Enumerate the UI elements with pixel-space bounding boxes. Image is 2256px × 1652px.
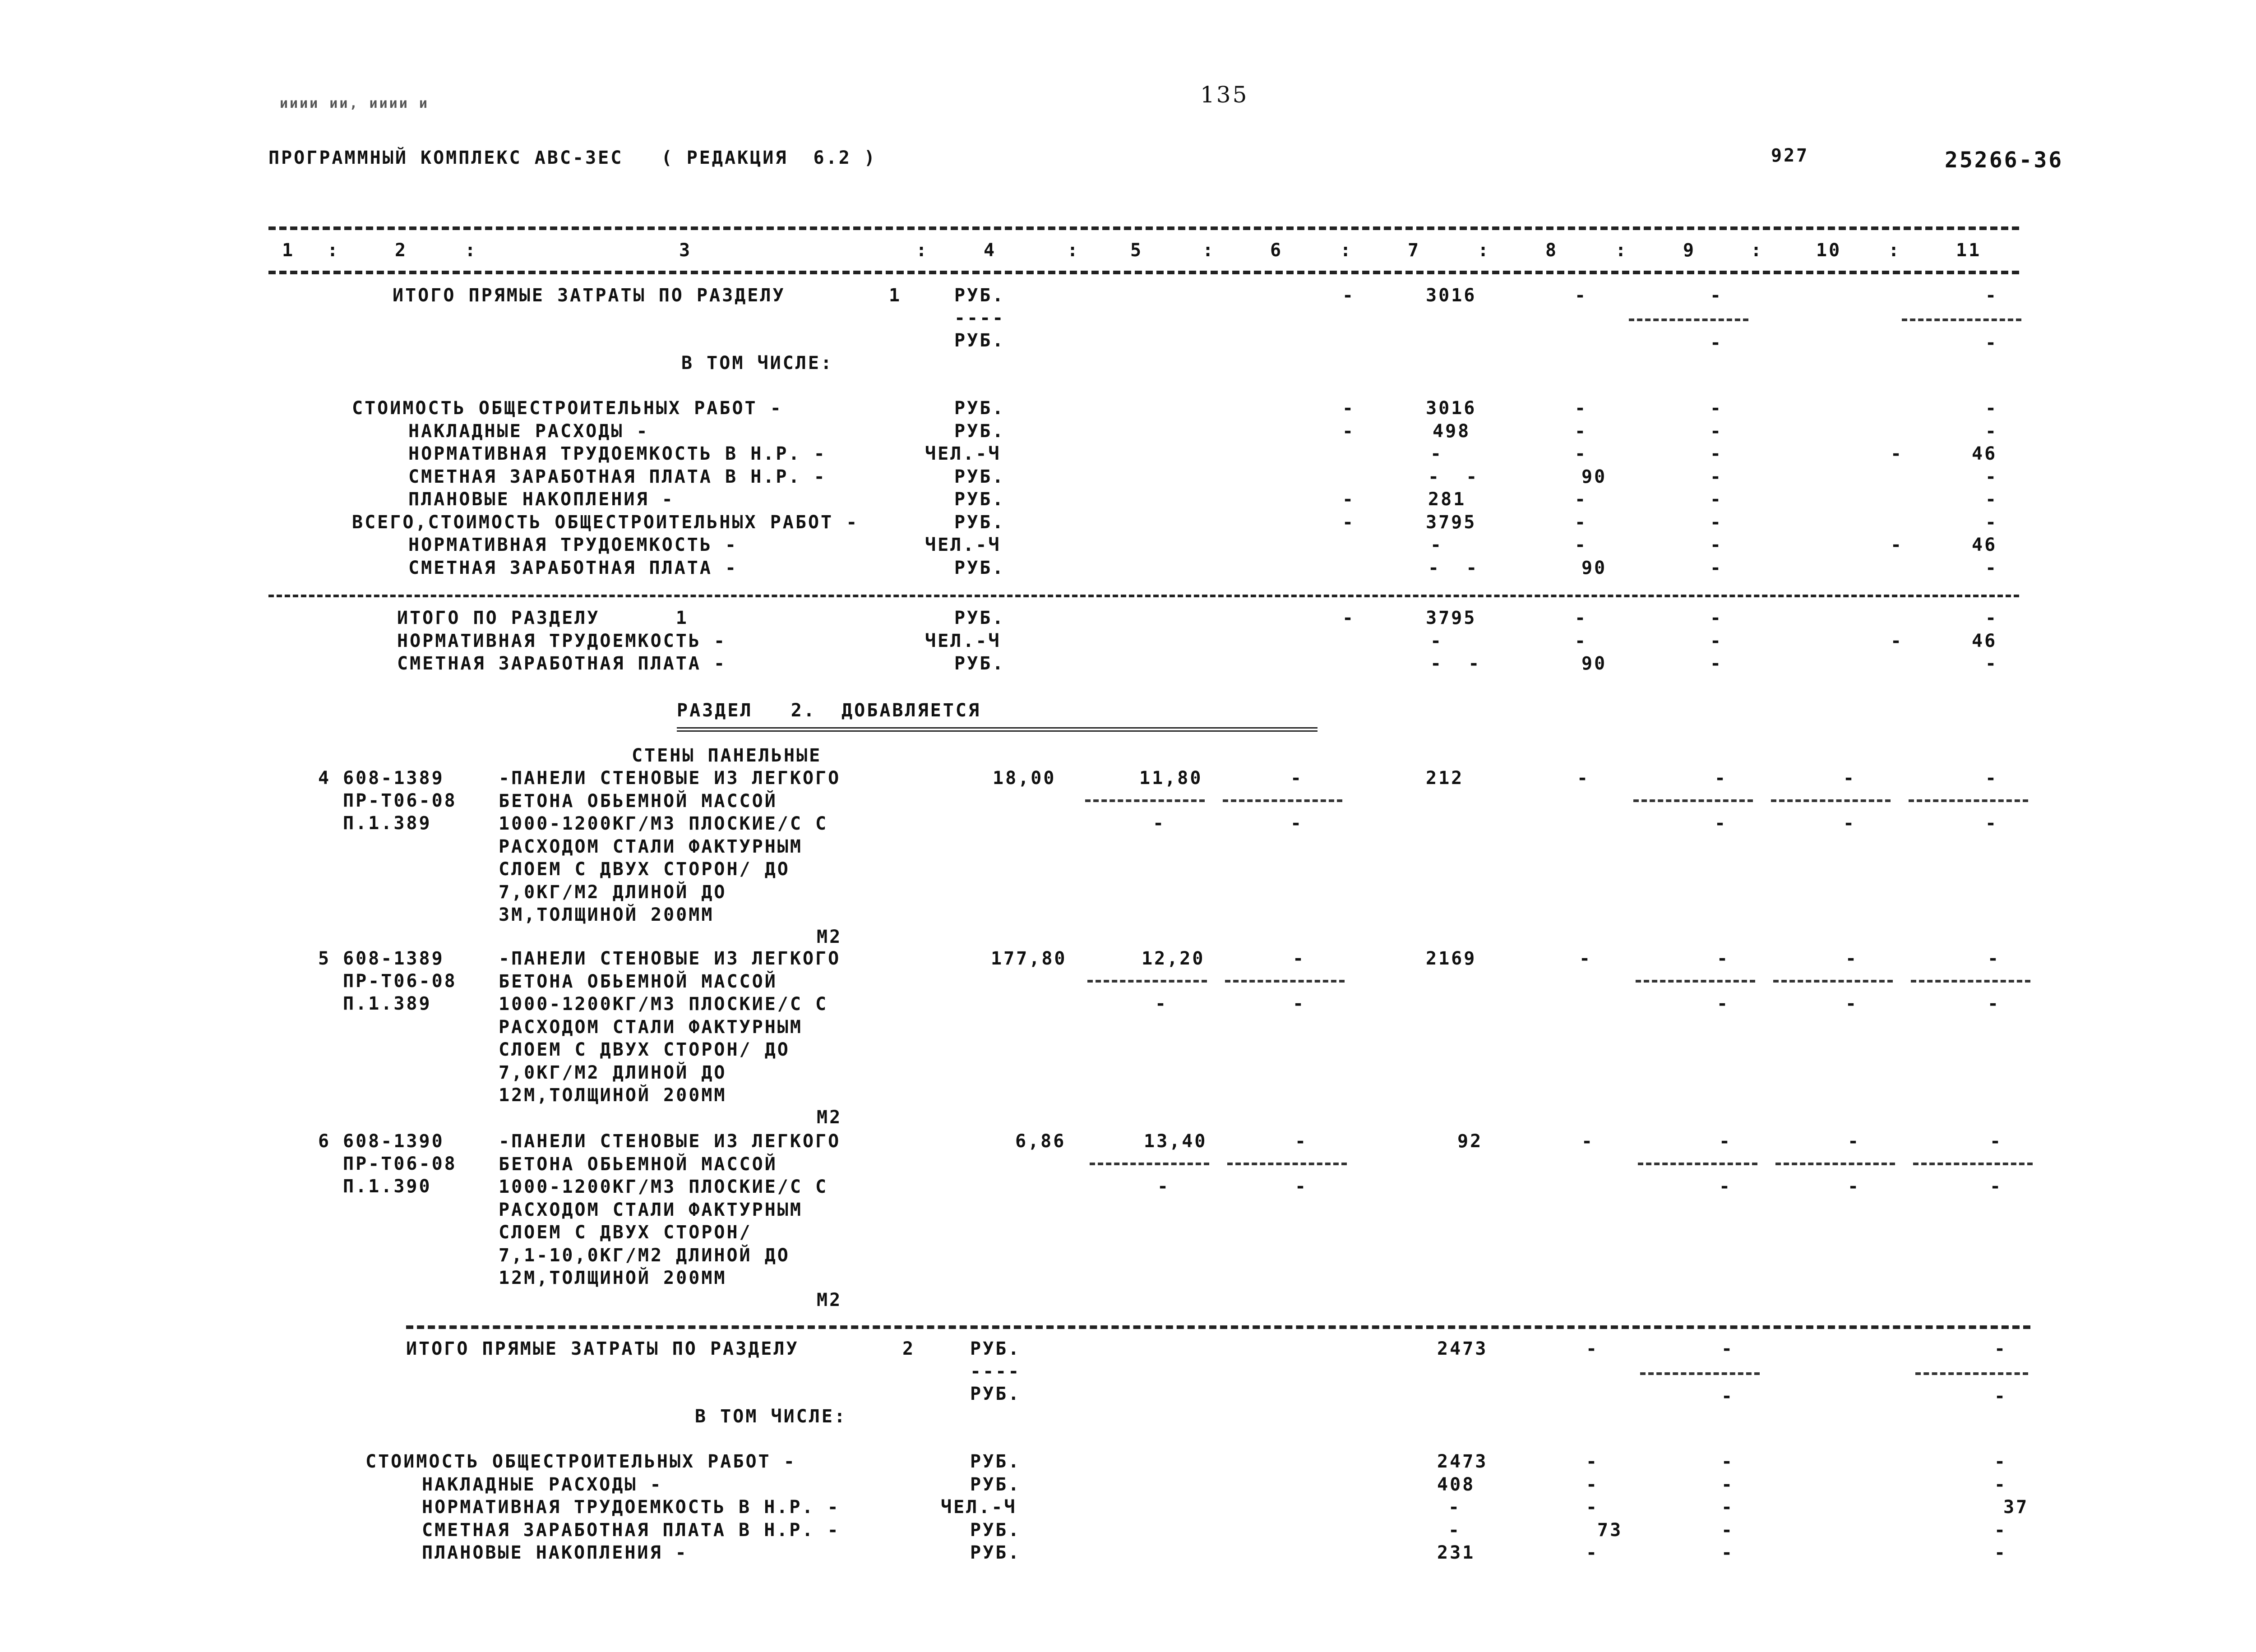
row-c6: - (1342, 512, 1355, 533)
row-c8: - (1575, 608, 1588, 628)
row-c8: 90 (1581, 557, 1607, 578)
item-c6b: - (1290, 813, 1304, 834)
underline (1223, 799, 1342, 802)
item-c10b: - (1843, 813, 1856, 834)
section-num: 1 (889, 285, 902, 306)
c7: 2473 (1437, 1338, 1488, 1359)
row-c9: - (1710, 443, 1723, 464)
item-c7: 2169 (1426, 948, 1477, 969)
unit: РУБ. (970, 1338, 1021, 1359)
row-c7: - (1448, 1497, 1461, 1518)
col-h-3: 3 (679, 240, 692, 261)
row-c9: - (1721, 1474, 1734, 1495)
row-unit: РУБ. (970, 1474, 1021, 1495)
row-c6: - (1342, 398, 1355, 419)
item-c9: - (1717, 948, 1730, 969)
col-h-4: 4 (984, 240, 997, 261)
section-num: 2 (902, 1338, 915, 1359)
item-c5b: - (1157, 1176, 1170, 1197)
row-c11: - (1985, 489, 1998, 510)
item-desc-line: СЛОЕМ С ДВУХ СТОРОН/ (499, 1222, 752, 1243)
row-c7: - (1430, 630, 1443, 651)
s2-title: РАЗДЕЛ 2. ДОБАВЛЯЕТСЯ (677, 700, 981, 721)
item-c11b: - (1985, 813, 1998, 834)
item-c11: - (1985, 768, 1998, 789)
item-desc-line: 1000-1200КГ/М3 ПЛОСКИЕ/С С (499, 994, 828, 1015)
s2-title-underline (677, 727, 1318, 732)
row-label: СМЕТНАЯ ЗАРАБОТНАЯ ПЛАТА - (397, 653, 727, 674)
col-sep: : (1888, 240, 1901, 261)
row-c11: - (1994, 1451, 2007, 1472)
row-c7: 231 (1437, 1542, 1475, 1563)
item-c5: 12,20 (1142, 948, 1205, 969)
item-c6: - (1290, 768, 1304, 789)
item-desc-line: 7,1-10,0КГ/М2 ДЛИНОЙ ДО (499, 1245, 790, 1266)
row-label: СТОИМОСТЬ ОБЩЕСТРОИТЕЛЬНЫХ РАБОТ - (352, 398, 783, 419)
row-label: НОРМАТИВНАЯ ТРУДОЕМКОСТЬ В Н.Р. - (408, 443, 827, 464)
row-c9: - (1710, 489, 1723, 510)
item-c8: - (1577, 768, 1590, 789)
unit-dash: ---- (970, 1361, 1021, 1382)
row-label: НОРМАТИВНАЯ ТРУДОЕМКОСТЬ - (397, 630, 727, 651)
row-label: СМЕТНАЯ ЗАРАБОТНАЯ ПЛАТА В Н.Р. - (422, 1519, 840, 1541)
c8: - (1575, 285, 1588, 306)
underline (1771, 799, 1891, 802)
row-c8: 90 (1581, 466, 1607, 487)
item-code: 608-1389 (343, 768, 444, 789)
row-c8: - (1586, 1497, 1599, 1518)
c9b: - (1710, 332, 1723, 353)
header-rule-top (268, 226, 2019, 230)
col-sep: : (916, 240, 929, 261)
row-c11: - (1985, 512, 1998, 533)
row-c10: - (1891, 630, 1904, 651)
row-c11: - (1985, 398, 1998, 419)
col-h-10: 10 (1816, 240, 1842, 261)
item-c10b: - (1845, 993, 1858, 1014)
row-label: ПЛАНОВЫЕ НАКОПЛЕНИЯ - (422, 1542, 688, 1563)
row-c9: - (1721, 1497, 1734, 1518)
item-number: 4 (318, 768, 331, 789)
row-c11: 46 (1972, 535, 1997, 555)
item-c6: - (1293, 948, 1306, 969)
item-desc-line: БЕТОНА ОБЬЕМНОЙ МАССОЙ (499, 971, 777, 992)
unit2: РУБ. (970, 1384, 1021, 1404)
c8: - (1586, 1338, 1599, 1359)
item-desc-line: 3М,ТОЛЩИНОЙ 200ММ (499, 904, 714, 925)
col-sep: : (465, 240, 478, 261)
item-ref2: П.1.390 (343, 1176, 432, 1197)
c9: - (1710, 285, 1723, 306)
s2-including-heading: В ТОМ ЧИСЛЕ: (695, 1406, 847, 1427)
underline (1225, 980, 1345, 983)
c9: - (1721, 1338, 1734, 1359)
row-c10: - (1891, 443, 1904, 464)
s2-subtitle: СТЕНЫ ПАНЕЛЬНЫЕ (632, 745, 822, 766)
underline (1773, 980, 1893, 983)
col-sep: : (1067, 240, 1080, 261)
item-desc-line: -ПАНЕЛИ СТЕНОВЫЕ ИЗ ЛЕГКОГО (499, 1131, 841, 1152)
row-c7: 498 (1433, 420, 1471, 442)
row-c6: - (1342, 489, 1355, 510)
s2-totals-rule (406, 1325, 2030, 1329)
row-c7: 2473 (1437, 1451, 1488, 1472)
item-desc-line: РАСХОДОМ СТАЛИ ФАКТУРНЫМ (499, 1016, 803, 1038)
item-code: 608-1389 (343, 948, 444, 969)
item-c6b: - (1293, 993, 1306, 1014)
item-c5b: - (1153, 813, 1166, 834)
row-unit: РУБ. (954, 557, 1005, 578)
item-c6b: - (1295, 1176, 1308, 1197)
underline (1636, 980, 1755, 983)
item-desc-line: РАСХОДОМ СТАЛИ ФАКТУРНЫМ (499, 836, 803, 857)
c11: - (1985, 285, 1998, 306)
header-rule-bottom (268, 271, 2019, 274)
row-c8: - (1575, 535, 1588, 555)
unit2: РУБ. (954, 330, 1005, 351)
row-label: СТОИМОСТЬ ОБЩЕСТРОИТЕЛЬНЫХ РАБОТ - (365, 1451, 796, 1472)
col-sep: : (1202, 240, 1216, 261)
row-c9: - (1710, 557, 1723, 578)
item-c11b: - (1990, 1176, 2003, 1197)
row-c11: 46 (1972, 443, 1997, 464)
underline (1915, 1372, 2028, 1375)
row-unit: ЧЕЛ.-Ч (925, 630, 1001, 651)
row-c8: - (1575, 443, 1588, 464)
row-label: ВСЕГО,СТОИМОСТЬ ОБЩЕСТРОИТЕЛЬНЫХ РАБОТ - (352, 512, 859, 533)
row-c7: - (1430, 535, 1443, 555)
col-sep: : (327, 240, 340, 261)
row-c11: 37 (2003, 1497, 2029, 1518)
col-h-5: 5 (1130, 240, 1143, 261)
row-c10: - (1891, 535, 1904, 555)
c7: 3016 (1426, 285, 1477, 306)
row-c9: - (1710, 466, 1723, 487)
item-c9: - (1719, 1131, 1732, 1152)
item-desc-line: СЛОЕМ С ДВУХ СТОРОН/ ДО (499, 1039, 790, 1060)
item-c8: - (1581, 1131, 1595, 1152)
row-c9: - (1710, 512, 1723, 533)
item-c4: 18,00 (993, 768, 1056, 789)
item-c5b: - (1155, 993, 1168, 1014)
row-label: НАКЛАДНЫЕ РАСХОДЫ - (422, 1474, 663, 1495)
col-h-1: 1 (282, 240, 295, 261)
item-desc-line: -ПАНЕЛИ СТЕНОВЫЕ ИЗ ЛЕГКОГО (499, 768, 841, 789)
underline (1227, 1163, 1347, 1165)
item-c5: 13,40 (1144, 1131, 1207, 1152)
col-h-2: 2 (395, 240, 408, 261)
item-desc-line: БЕТОНА ОБЬЕМНОЙ МАССОЙ (499, 790, 777, 812)
item-c4: 6,86 (1015, 1131, 1066, 1152)
row-c8: - (1575, 398, 1588, 419)
row-c9: - (1721, 1542, 1734, 1563)
c11: - (1994, 1338, 2007, 1359)
item-desc-line: -ПАНЕЛИ СТЕНОВЫЕ ИЗ ЛЕГКОГО (499, 948, 841, 969)
row-c7: - - (1428, 557, 1479, 578)
row-unit: РУБ. (970, 1451, 1021, 1472)
row-label: НАКЛАДНЫЕ РАСХОДЫ - (408, 420, 649, 442)
underline (1090, 1163, 1209, 1165)
row-c8: - (1575, 420, 1588, 442)
label: ИТОГО ПРЯМЫЕ ЗАТРАТЫ ПО РАЗДЕЛУ (393, 285, 786, 306)
item-ref2: П.1.389 (343, 993, 432, 1014)
item-code: 608-1390 (343, 1131, 444, 1152)
item-desc-line: 7,0КГ/М2 ДЛИНОЙ ДО (499, 881, 727, 903)
col-sep: : (1751, 240, 1764, 261)
item-c9b: - (1719, 1176, 1732, 1197)
item-c6: - (1295, 1131, 1308, 1152)
row-c8: - (1586, 1474, 1599, 1495)
item-c11b: - (1988, 993, 2001, 1014)
row-unit: РУБ. (970, 1542, 1021, 1563)
row-c8: - (1575, 630, 1588, 651)
doc-code: 25266-36 (1945, 148, 2064, 173)
item-unit: М2 (817, 927, 842, 947)
row-c7: 3795 (1426, 512, 1477, 533)
row-c6: - (1342, 608, 1355, 628)
item-c8: - (1579, 948, 1592, 969)
row-c9: - (1710, 420, 1723, 442)
row-c9: - (1710, 398, 1723, 419)
c9b: - (1721, 1386, 1734, 1407)
item-desc-line: 12М,ТОЛЩИНОЙ 200ММ (499, 1268, 727, 1288)
row-c11: - (1985, 557, 1998, 578)
row-c7: - - (1428, 466, 1479, 487)
s1-totals-rule (268, 595, 2019, 597)
item-desc-line: 1000-1200КГ/М3 ПЛОСКИЕ/С С (499, 1177, 828, 1197)
row-unit: ЧЕЛ.-Ч (925, 535, 1001, 555)
c6: - (1342, 285, 1355, 306)
row-c7: 3016 (1426, 398, 1477, 419)
row-c7: - - (1430, 653, 1481, 674)
row-c9: - (1721, 1519, 1734, 1541)
col-h-6: 6 (1270, 240, 1283, 261)
page-number: 135 (1200, 82, 1249, 108)
item-ref1: ПР-Т06-08 (343, 971, 457, 992)
c11b: - (1985, 332, 1998, 353)
item-ref1: ПР-Т06-08 (343, 790, 457, 811)
col-sep: : (1478, 240, 1491, 261)
underline (1638, 1163, 1757, 1165)
row-c11: - (1994, 1474, 2007, 1495)
item-ref1: ПР-Т06-08 (343, 1154, 457, 1174)
item-c10: - (1845, 948, 1858, 969)
item-c4: 177,80 (991, 948, 1067, 969)
item-unit: М2 (817, 1290, 842, 1311)
underline (1911, 980, 2030, 983)
row-c11: - (1985, 466, 1998, 487)
row-c8: 90 (1581, 653, 1607, 674)
row-label: ПЛАНОВЫЕ НАКОПЛЕНИЯ - (408, 489, 675, 510)
item-c5: 11,80 (1139, 768, 1203, 789)
underline (1913, 1163, 2033, 1165)
row-unit: РУБ. (954, 512, 1005, 533)
col-h-11: 11 (1956, 240, 1982, 261)
item-number: 5 (318, 948, 331, 969)
row-c9: - (1721, 1451, 1734, 1472)
row-unit: РУБ. (954, 398, 1005, 419)
row-c9: - (1710, 535, 1723, 555)
item-desc-line: РАСХОДОМ СТАЛИ ФАКТУРНЫМ (499, 1199, 803, 1220)
row-c8: - (1575, 512, 1588, 533)
row-label: ИТОГО ПО РАЗДЕЛУ 1 (397, 608, 689, 628)
row-c7: 408 (1437, 1474, 1475, 1495)
underline (1640, 1372, 1760, 1375)
item-c7: 92 (1457, 1131, 1483, 1152)
item-c10b: - (1848, 1176, 1861, 1197)
col-h-9: 9 (1683, 240, 1696, 261)
row-c7: 3795 (1426, 608, 1477, 628)
row-unit: РУБ. (970, 1519, 1021, 1541)
item-desc-line: БЕТОНА ОБЬЕМНОЙ МАССОЙ (499, 1154, 777, 1175)
row-c8: 73 (1597, 1519, 1623, 1541)
col-h-7: 7 (1408, 240, 1421, 261)
item-c11: - (1988, 948, 2001, 969)
unit: РУБ. (954, 285, 1005, 306)
item-ref2: П.1.389 (343, 813, 432, 834)
row-c11: - (1985, 420, 1998, 442)
row-unit: РУБ. (954, 653, 1005, 674)
item-desc-line: 7,0КГ/М2 ДЛИНОЙ ДО (499, 1062, 727, 1083)
row-c8: - (1586, 1542, 1599, 1563)
row-c11: - (1994, 1519, 2007, 1541)
row-label: НОРМАТИВНАЯ ТРУДОЕМКОСТЬ - (408, 535, 738, 555)
underline (1909, 799, 2028, 802)
item-c9b: - (1715, 813, 1728, 834)
underline (1629, 318, 1748, 321)
row-c8: - (1586, 1451, 1599, 1472)
item-unit: М2 (817, 1107, 842, 1128)
underline (1087, 980, 1207, 983)
row-c6: - (1342, 420, 1355, 442)
row-label: СМЕТНАЯ ЗАРАБОТНАЯ ПЛАТА - (408, 557, 738, 578)
program-line: ПРОГРАММНЫЙ КОМПЛЕКС АВС-3ЕС ( РЕДАКЦИЯ 6.2 ) (268, 148, 877, 168)
row-c11: - (1985, 653, 1998, 674)
underline (1902, 318, 2021, 321)
c11b: - (1994, 1386, 2007, 1407)
item-c10: - (1843, 768, 1856, 789)
row-label: НОРМАТИВНАЯ ТРУДОЕМКОСТЬ В Н.Р. - (422, 1497, 840, 1518)
row-c7: 281 (1428, 489, 1466, 510)
underline (1633, 799, 1753, 802)
row-label: СМЕТНАЯ ЗАРАБОТНАЯ ПЛАТА В Н.Р. - (408, 466, 827, 487)
unit-dash: ---- (954, 308, 1005, 328)
row-c11: - (1985, 608, 1998, 628)
item-c9: - (1715, 768, 1728, 789)
s1-including-heading: В ТОМ ЧИСЛЕ: (681, 353, 833, 374)
sheet-number: 927 (1771, 145, 1809, 166)
row-c9: - (1710, 653, 1723, 674)
item-desc-line: СЛОЕМ С ДВУХ СТОРОН/ ДО (499, 859, 790, 880)
item-c10: - (1848, 1131, 1861, 1152)
row-c9: - (1710, 608, 1723, 628)
row-c7: - (1448, 1519, 1461, 1541)
underline (1775, 1163, 1895, 1165)
item-number: 6 (318, 1131, 331, 1152)
item-c11: - (1990, 1131, 2003, 1152)
row-unit: РУБ. (954, 420, 1005, 442)
row-unit: ЧЕЛ.-Ч (941, 1497, 1017, 1518)
label: ИТОГО ПРЯМЫЕ ЗАТРАТЫ ПО РАЗДЕЛУ (406, 1338, 799, 1359)
row-c8: - (1575, 489, 1588, 510)
item-desc-line: 1000-1200КГ/М3 ПЛОСКИЕ/С С (499, 813, 828, 834)
row-c9: - (1710, 630, 1723, 651)
underline (1085, 799, 1205, 802)
col-sep: : (1340, 240, 1353, 261)
row-unit: РУБ. (954, 489, 1005, 510)
item-desc-line: 12М,ТОЛЩИНОЙ 200ММ (499, 1085, 727, 1106)
item-c9b: - (1717, 993, 1730, 1014)
row-unit: РУБ. (954, 608, 1005, 628)
header-smudge: ииии ии, ииии и (280, 96, 429, 111)
row-unit: РУБ. (954, 466, 1005, 487)
col-h-8: 8 (1545, 240, 1558, 261)
row-c11: 46 (1972, 630, 1997, 651)
row-c11: - (1994, 1542, 2007, 1563)
row-c7: - (1430, 443, 1443, 464)
row-unit: ЧЕЛ.-Ч (925, 443, 1001, 464)
col-sep: : (1615, 240, 1628, 261)
item-c7: 212 (1426, 768, 1464, 789)
